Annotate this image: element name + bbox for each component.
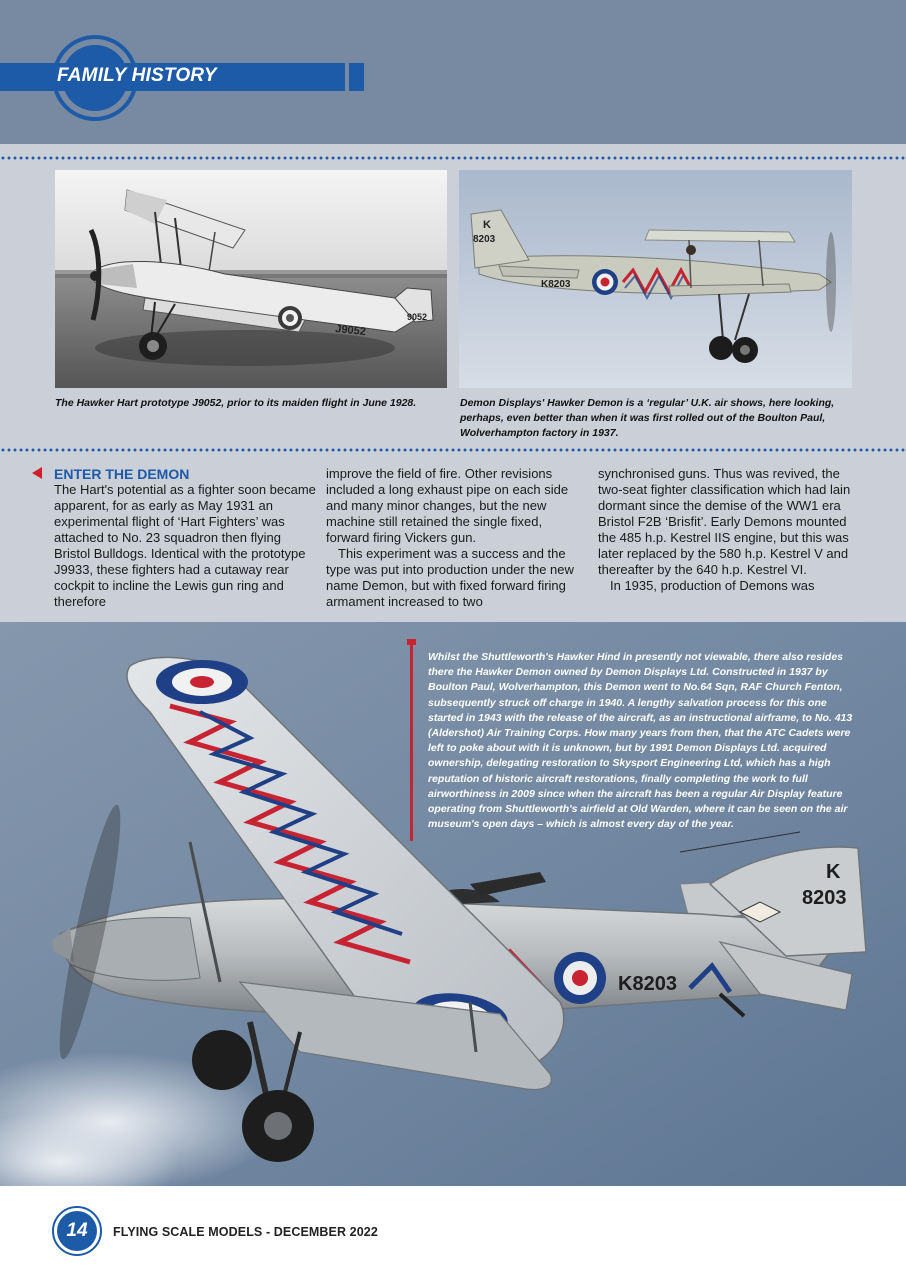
demon-flight-photo bbox=[459, 170, 852, 388]
section-title: FAMILY HISTORY bbox=[57, 65, 217, 86]
article-column-2 bbox=[326, 466, 588, 610]
hart-prototype-photo bbox=[55, 170, 447, 388]
feature-photo-caption: Whilst the Shuttleworth's Hawker Hind in presently not viewable, there also resides there the Hawker Demon owned by Demon Displays Ltd. Constructed in 1937 by Boulton Paul, Wolverhampton, this Demon went to No.64 Sqn, RAF Church Fenton, subsequently struck off charge in 1940. A lengthy salvation process for this one started in 1943 with the release of the aircraft, as an instructional airframe, to No. 413 (Aldershot) Air Training Corps. How many years from then, that the ATC Cadets were left to poke about with it is unknown, but by 1991 Demon Displays Ltd. acquired ownership, delegating restoration to Skysport Engineering Ltd, which has a high reputation of historic aircraft restorations, finally completing the work to full airworthiness in 2009 since when the aircraft has been a regular Air Display feature operating from Shuttleworth's airfield at Old Warden, where it can be seen on the air museum's open days – which is almost every day of the year. bbox=[428, 651, 853, 831]
demon-fuselage-serial-text: K8203 bbox=[541, 279, 571, 290]
dotted-divider-top bbox=[0, 156, 906, 160]
feature-tail-letter-text: K bbox=[826, 861, 841, 883]
subhead-arrow-icon bbox=[32, 467, 42, 479]
demon-tail-number-text: 8203 bbox=[473, 234, 496, 245]
column-3-paragraph-2: In 1935, production of Demons was bbox=[610, 578, 815, 593]
dotted-divider-middle bbox=[0, 448, 906, 452]
demon-tail-letter-text: K bbox=[483, 219, 491, 231]
demon-photo-caption: Demon Displays' Hawker Demon is a ‘regular’ U.K. air shows, here looking, perhaps, even better than when it was first rolled out of the Boulton Paul, Wolverhampton factory in 1937. bbox=[460, 397, 835, 439]
column-2-paragraph-1: improve the field of fire. Other revisions included a long exhaust pipe on each side and many minor changes, but the new machine still retained the single fixed, forward firing Vickers gun. bbox=[326, 466, 569, 545]
page-number: 14 bbox=[57, 1211, 97, 1251]
column-1-text: The Hart's potential as a fighter soon became apparent, for as early as May 1931 an experimental flight of ‘Hart Fighters’ was attached to No. 23 squadron then flying Bristol Bulldogs. Identical with the prototype J9933, these fighters had a cutaway rear cockpit to incline the Lewis gun ring and therefore bbox=[54, 482, 316, 609]
hart-photo-caption: The Hawker Hart prototype J9052, prior to its maiden flight in June 1928. bbox=[55, 397, 417, 409]
feature-tail-number-text: 8203 bbox=[802, 887, 847, 909]
column-3-paragraph-1: synchronised guns. Thus was revived, the two-seat fighter classification which had lain dormant since the demise of the WW1 era Bristol F2B ‘Brisfit’. Early Demons mounted the 485 h.p. Kestrel IIS engine, but this was later replaced by the 580 h.p. Kestrel V and thereafter by the 640 h.p. Kestrel VI. bbox=[598, 466, 851, 577]
section-title-bar-tab bbox=[349, 63, 364, 91]
hart-tail-code-text: 9052 bbox=[407, 312, 428, 322]
article-column-3 bbox=[598, 466, 860, 594]
publication-footer: FLYING SCALE MODELS - DECEMBER 2022 bbox=[113, 1225, 378, 1239]
caption-rule bbox=[410, 641, 413, 841]
hart-serial-text: J9052 bbox=[334, 323, 367, 339]
feature-fuselage-serial-text: K8203 bbox=[618, 973, 677, 995]
article-column-1 bbox=[54, 466, 316, 610]
column-2-paragraph-2: This experiment was a success and the type was put into production under the new name Demon, but with fixed forward firing armament increased to two bbox=[326, 546, 574, 609]
article-subhead: ENTER THE DEMON bbox=[54, 466, 190, 482]
